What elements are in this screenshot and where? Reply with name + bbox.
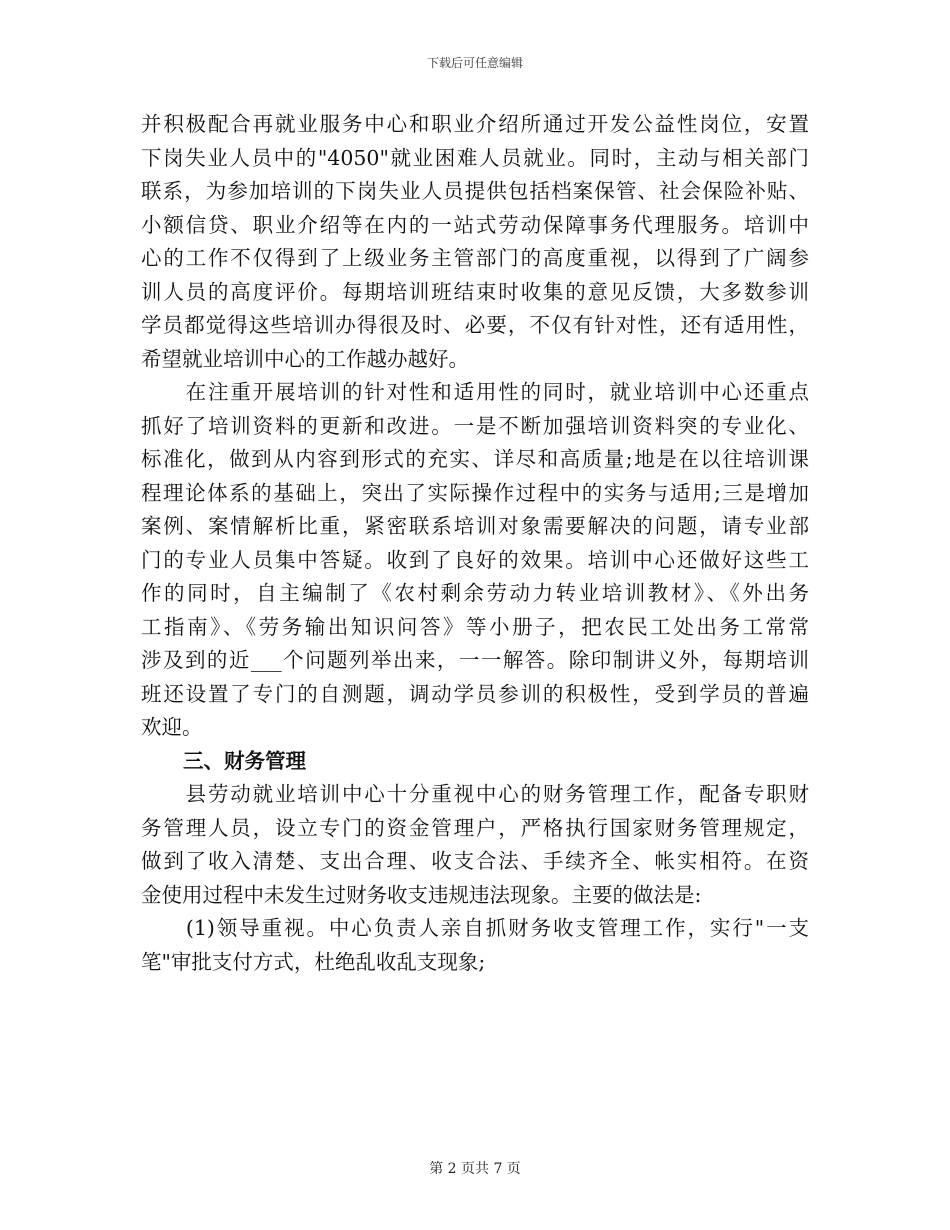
page-number-footer: 第 2 页共 7 页 bbox=[429, 1161, 521, 1177]
paragraph-4 bbox=[141, 912, 809, 979]
text-line: 涉及到的近___个问题列举出来，一一解答。除印制讲义外，每期培训 bbox=[141, 648, 809, 672]
text-line: 联系，为参加培训的下岗失业人员提供包括档案保管、社会保险补贴、 bbox=[141, 179, 809, 203]
text-line: 工指南》、《劳务输出知识问答》等小册子，把农民工处出务工常常 bbox=[141, 614, 809, 639]
text-line: 训人员的高度评价。每期培训班结束时收集的意见反馈，大多数参训 bbox=[141, 279, 809, 304]
text-line: 在注重开展培训的针对性和适用性的同时，就业培训中心还重点 bbox=[141, 380, 809, 404]
text-line: 作的同时，自主编制了《农村剩余劳动力转业培训教材》、《外出务 bbox=[141, 581, 809, 605]
paragraph-2 bbox=[141, 376, 809, 745]
text-line: 希望就业培训中心的工作越办越好。 bbox=[141, 346, 469, 371]
document-body bbox=[141, 108, 809, 979]
text-line: 务管理人员，设立专门的资金管理户，严格执行国家财务管理规定， bbox=[141, 815, 809, 840]
paragraph-1 bbox=[141, 108, 809, 376]
text-line: 并积极配合再就业服务中心和职业介绍所通过开发公益性岗位，安置 bbox=[141, 112, 809, 136]
text-line: 心的工作不仅得到了上级业务主管部门的高度重视，以得到了广阔参 bbox=[141, 246, 809, 270]
section-heading: 三、财务管理 bbox=[183, 748, 306, 773]
text-line: 笔"审批支付方式，杜绝乱收乱支现象; bbox=[141, 949, 486, 974]
text-line: 班还设置了专门的自测题，调动学员参训的积极性，受到学员的普遍 bbox=[141, 681, 809, 706]
text-line: 案例、案情解析比重，紧密联系培训对象需要解决的问题，请专业部 bbox=[141, 514, 809, 538]
text-line: 县劳动就业培训中心十分重视中心的财务管理工作，配备专职财 bbox=[141, 782, 809, 806]
text-line: 门的专业人员集中答疑。收到了良好的效果。培训中心还做好这些工 bbox=[141, 547, 809, 572]
text-line: 金使用过程中未发生过财务收支违规违法现象。主要的做法是: bbox=[141, 882, 702, 907]
paragraph-3 bbox=[141, 778, 809, 912]
text-line: 小额信贷、职业介绍等在内的一站式劳动保障事务代理服务。培训中 bbox=[141, 212, 809, 237]
text-line: (1)领导重视。中心负责人亲自抓财务收支管理工作，实行"一支 bbox=[141, 916, 809, 940]
text-line: 抓好了培训资料的更新和改进。一是不断加强培训资料突的专业化、 bbox=[141, 413, 809, 438]
text-line: 做到了收入清楚、支出合理、收支合法、手续齐全、帐实相符。在资 bbox=[141, 849, 809, 873]
text-line: 学员都觉得这些培训办得很及时、必要，不仅有针对性，还有适用性， bbox=[141, 313, 809, 337]
text-line: 标准化，做到从内容到形式的充实、详尽和高质量;地是在以往培训课 bbox=[141, 447, 809, 471]
text-line: 下岗失业人员中的"4050"就业困难人员就业。同时，主动与相关部门 bbox=[141, 145, 809, 170]
text-line: 欢迎。 bbox=[141, 715, 203, 739]
text-line: 程理论体系的基础上，突出了实际操作过程中的实务与适用;三是增加 bbox=[141, 480, 809, 505]
page-header: 下载后可任意编辑 bbox=[426, 56, 523, 70]
